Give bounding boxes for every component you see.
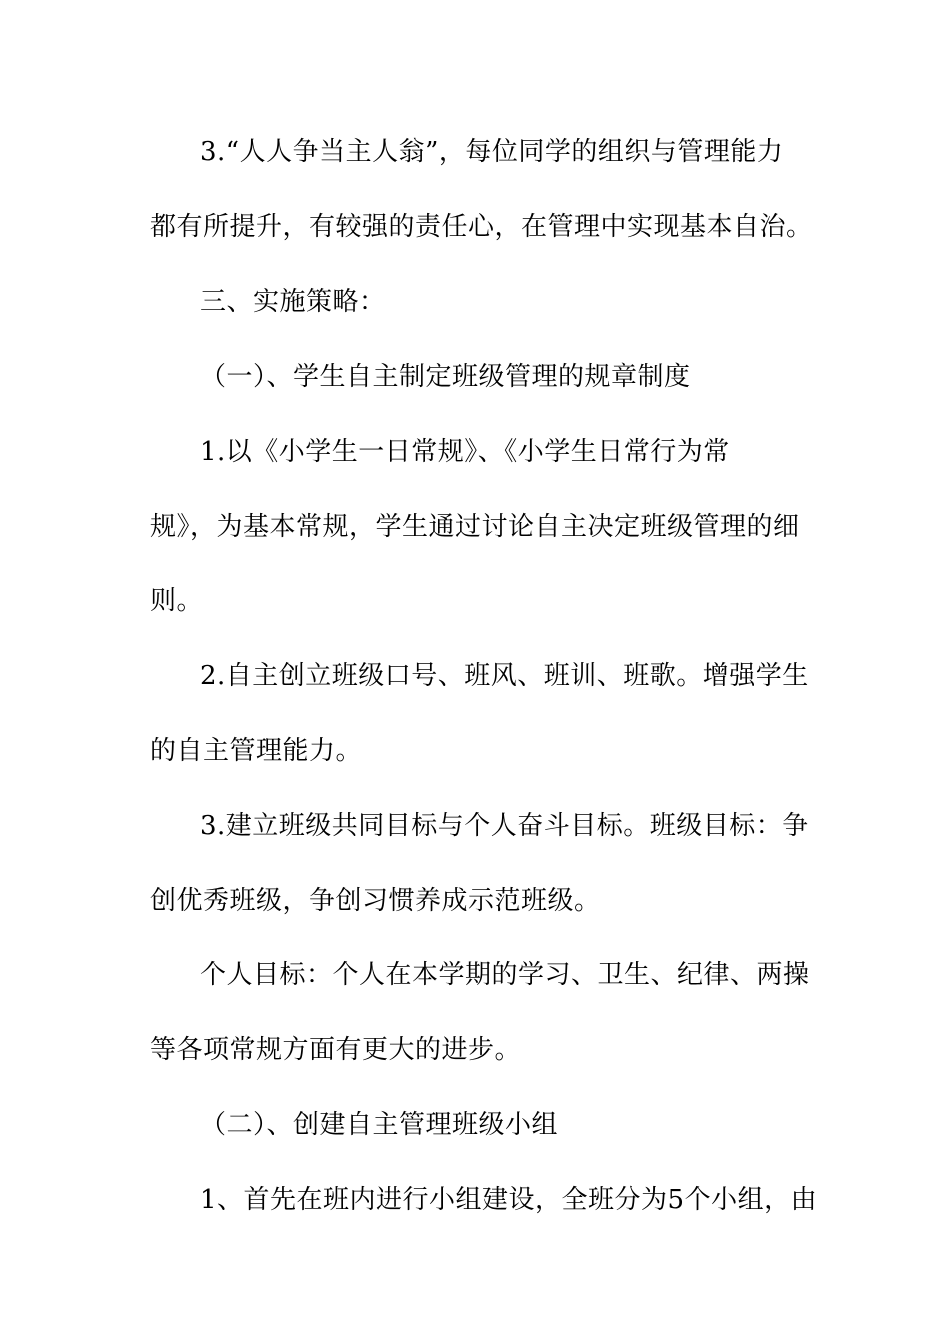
paragraph-line-13: 等各项常规方面有更大的进步。 xyxy=(150,1035,522,1065)
paragraph-line-10: 3.建立班级共同目标与个人奋斗目标。班级目标：争 xyxy=(200,811,809,841)
paragraph-line-11: 创优秀班级，争创习惯养成示范班级。 xyxy=(150,886,601,916)
subsection-heading-2: （二）、创建自主管理班级小组 xyxy=(200,1110,559,1140)
subsection-heading-1: （一）、学生自主制定班级管理的规章制度 xyxy=(200,362,691,392)
paragraph-line-5: 1.以《小学生一日常规》、《小学生日常行为常 xyxy=(200,437,730,467)
paragraph-line-12: 个人目标：个人在本学期的学习、卫生、纪律、两操 xyxy=(200,960,810,990)
paragraph-line-6: 规》，为基本常规，学生通过讨论自主决定班级管理的细 xyxy=(150,512,800,542)
paragraph-line-9: 的自主管理能力。 xyxy=(150,736,363,766)
paragraph-line-15: 1、首先在班内进行小组建设，全班分为5个小组，由 xyxy=(200,1185,818,1215)
paragraph-line-7: 则。 xyxy=(150,586,204,616)
paragraph-line-8: 2.自主创立班级口号、班风、班训、班歌。增强学生 xyxy=(200,661,809,691)
paragraph-line-2: 都有所提升，有较强的责任心，在管理中实现基本自治。 xyxy=(150,212,813,242)
section-heading: 三、实施策略： xyxy=(200,287,386,317)
paragraph-line-1: 3.“人人争当主人翁”，每位同学的组织与管理能力 xyxy=(200,137,784,167)
